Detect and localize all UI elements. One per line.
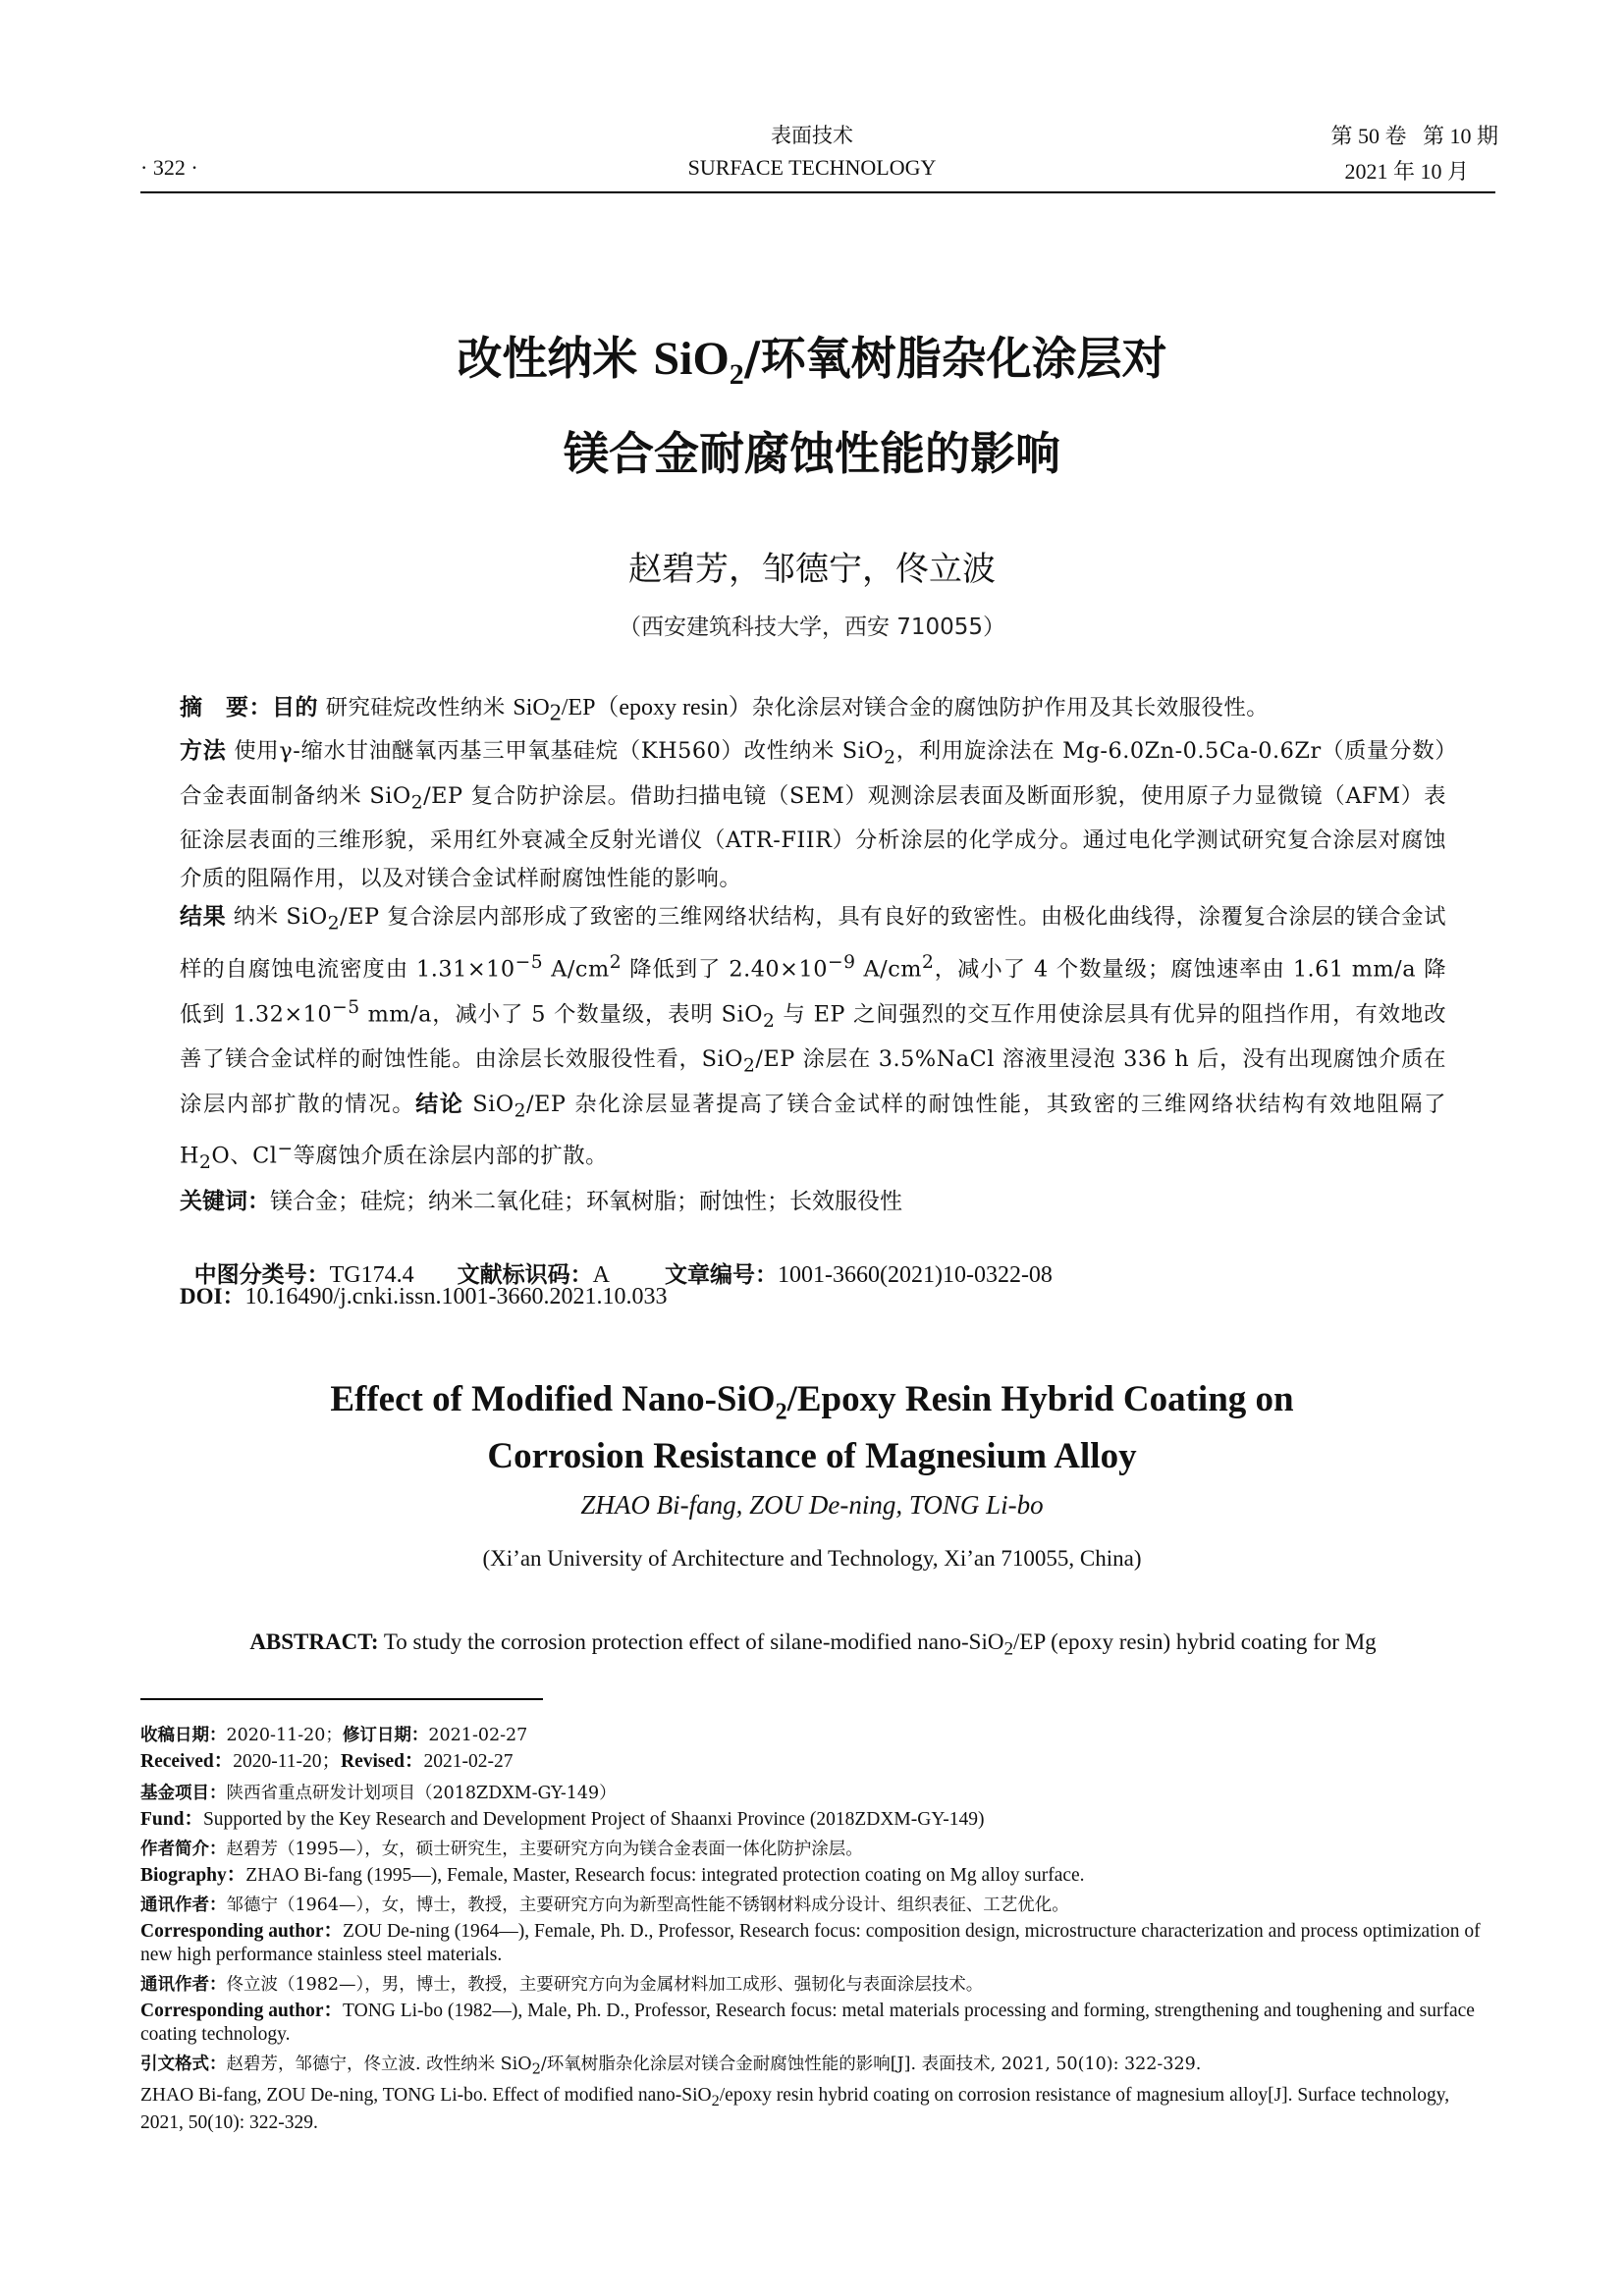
title-cn bbox=[0, 319, 1624, 493]
abstract-label: 摘 要： bbox=[180, 695, 272, 721]
abstract-en: ABSTRACT: To study the corrosion protection effect of silane-modified nano-SiO$_2$/EP (epoxy resin) hybrid coating for Mg bbox=[249, 1629, 1377, 1660]
citation-en: ZHAO Bi-fang, ZOU De-ning, TONG Li-bo. Effect of modified nano-SiO$_2$/epoxy resin hybrid coating on corrosion resistance of magnesium alloy[J]. Surface technology, 2021, 50(10): 322-329. bbox=[140, 2084, 1450, 2134]
footnotes bbox=[140, 1722, 1495, 2139]
purpose-label: 目的 bbox=[272, 695, 318, 721]
corresponding-author-1-cn: 通讯作者：邹德宁（1964—），女，博士，教授，主要研究方向为新型高性能不锈钢材料成分设计、组织表征、工艺优化。 bbox=[140, 1896, 1069, 1915]
affiliation-cn: （西安建筑科技大学，西安 710055） bbox=[618, 614, 1006, 640]
authors-cn: 赵碧芳，邹德宁，佟立波 bbox=[628, 550, 996, 589]
biography-cn: 作者简介：赵碧芳（1995—），女，硕士研究生，主要研究方向为镁合金表面一体化防护涂层。 bbox=[140, 1840, 863, 1859]
biography-en: Biography：ZHAO Bi-fang (1995—), Female, Master, Research focus: integrated protection coating on Mg alloy surface. bbox=[140, 1865, 1085, 1886]
conclusion-label: 结论 bbox=[415, 1091, 464, 1117]
volume-issue: 第 50 卷 第 10 期 bbox=[1330, 124, 1498, 148]
doi: DOI：10.16490/j.cnki.issn.1001-3660.2021.10.033 bbox=[180, 1284, 668, 1309]
title-cn-line1: 改性纳米 SiO$_2$/环氧树脂杂化涂层对 bbox=[457, 332, 1167, 392]
classification: 中图分类号：TG174.4 文献标识码：A 文章编号：1001-3660(2021)10-0322-08 bbox=[193, 1262, 1053, 1288]
page-number: · 322 · bbox=[140, 155, 198, 180]
abstract-cn: 摘 要：目的 研究硅烷改性纳米 SiO$_2$/EP（epoxy resin）杂化涂层对镁合金的腐蚀防护作用及其长效服役性。 方法 使用γ-缩水甘油醚氧丙基三甲氧基硅烷（KH560）改性纳米 SiO$_2$，利用旋涂法在 Mg-6.0Zn-0.5Ca-0.6Zr（质量分数）合金表面制备纳米 SiO$_2$/EP 复合防护涂层。借助扫描电镜（SEM）观测涂层表面及断面形貌，使用原子力显微镜（AFM）表征涂层表面的三维形貌，采用红外衰减全反射光谱仪（ATR-FIIR）分析涂层的化学成分。通过电化学测试研究复合涂层对腐蚀介质的阻隔作用，以及对镁合金试样耐腐蚀性能的影响。 结果 纳米 SiO$_2$/EP 复合涂层内部形成了致密的三维网络状结构，具有良好的致密性。由极化曲线得，涂覆复合涂层的镁合金试样的自腐蚀电流密度由 $1.31\times 10^{-5}$ $A/cm^2$ 降低到了 $2.40\times 10^{-9}$ $A/cm^2$，减小了 4 个数量级；腐蚀速率由 1.61 mm/a 降低到 $1.32\times 10^{-5}$ mm/a，减小了 5 个数量级，表明 SiO$_2$ 与 EP 之间强烈的交互作用使涂层具有优异的阻挡作用，有效地改善了镁合金试样的耐蚀性能。由涂层长效服役性看，SiO$_2$/EP 涂层在 3.5%NaCl 溶液里浸泡 336 h 后，没有出现腐蚀介质在涂层内部扩散的情况。结论 SiO$_2$/EP 杂化涂层显著提高了镁合金试样的耐蚀性能，其致密的三维网络状结构有效地阻隔了 $H_2O$、Cl−等腐蚀介质在涂层内部的扩散。 bbox=[180, 695, 1447, 1174]
fund-en: Fund：Supported by the Key Research and Development Project of Shaanxi Province (2018ZDXM-GY-149) bbox=[140, 1809, 985, 1830]
result-label: 结果 bbox=[180, 904, 227, 931]
journal-title-en: SURFACE TECHNOLOGY bbox=[687, 155, 937, 180]
journal-title-cn: 表面技术 bbox=[771, 124, 853, 147]
doi-link[interactable]: 10.16490/j.cnki.issn.1001-3660.2021.10.033 bbox=[244, 1284, 668, 1309]
citation-cn: 引文格式：赵碧芳，邹德宁，佟立波. 改性纳米 SiO$_2$/环氧树脂杂化涂层对镁合金耐腐蚀性能的影响[J]. 表面技术, 2021, 50(10): 322-329. bbox=[140, 2055, 1202, 2078]
corresponding-author-2-en: Corresponding author：TONG Li-bo (1982—), Male, Ph. D., Professor, Research focus: metal materials processing and forming, strengthening and toughening and surface coating technology. bbox=[140, 2001, 1475, 2045]
method-label: 方法 bbox=[180, 738, 227, 765]
authors-en: ZHAO Bi-fang, ZOU De-ning, TONG Li-bo bbox=[580, 1490, 1044, 1520]
received-en: Received：2020-11-20；Revised：2021-02-27 bbox=[140, 1751, 514, 1772]
title-en-line2: Corrosion Resistance of Magnesium Alloy bbox=[487, 1436, 1137, 1477]
keywords: 关键词：镁合金；硅烷；纳米二氧化硅；环氧树脂；耐蚀性；长效服役性 bbox=[180, 1189, 902, 1214]
received-cn: 收稿日期：2020-11-20；修订日期：2021-02-27 bbox=[140, 1726, 528, 1745]
affiliation-en: (Xi’an University of Architecture and Technology, Xi’an 710055, China) bbox=[482, 1546, 1142, 1571]
title-en bbox=[0, 1377, 1624, 1479]
footnote-rule bbox=[140, 1698, 543, 1700]
title-en-line1: Effect of Modified Nano-SiO$_2$/Epoxy Resin Hybrid Coating on bbox=[330, 1379, 1294, 1425]
publication-date: 2021 年 10 月 bbox=[1344, 159, 1469, 184]
header-rule bbox=[140, 191, 1495, 193]
title-cn-line2: 镁合金耐腐蚀性能的影响 bbox=[564, 427, 1060, 481]
fund-cn: 基金项目：陕西省重点研发计划项目（2018ZDXM-GY-149） bbox=[140, 1784, 617, 1803]
corresponding-author-1-en: Corresponding author：ZOU De-ning (1964—), Female, Ph. D., Professor, Research focus: composition design, microstructure characterization and process optimization of new high performance stainless steel materials. bbox=[140, 1921, 1481, 1965]
corresponding-author-2-cn: 通讯作者：佟立波（1982—），男，博士，教授，主要研究方向为金属材料加工成形、强韧化与表面涂层技术。 bbox=[140, 1975, 984, 1995]
